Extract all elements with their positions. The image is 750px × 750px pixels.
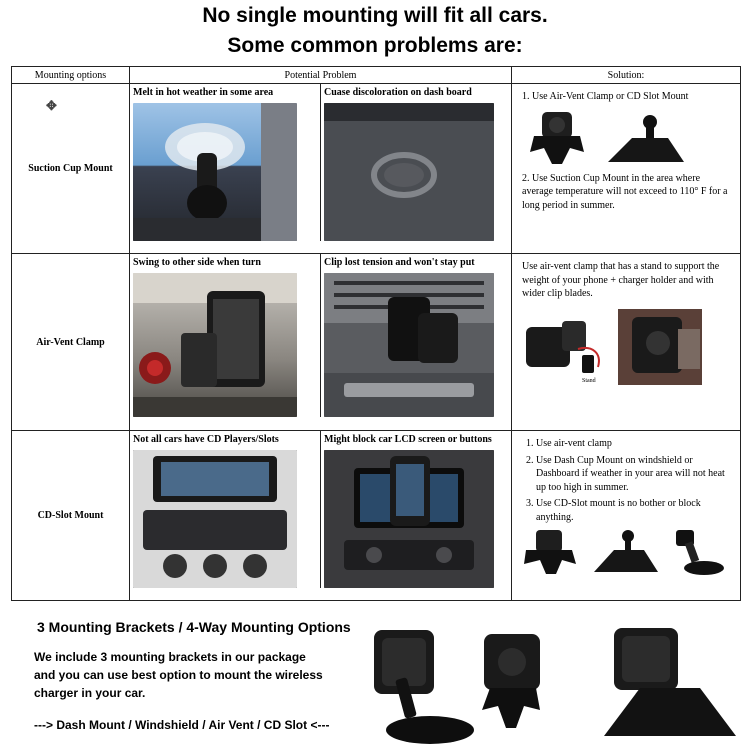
problem-b bbox=[320, 431, 511, 588]
option-label: CD-Slot Mount bbox=[37, 510, 104, 521]
bottom-title: 3 Mounting Brackets / 4-Way Mounting Options bbox=[37, 619, 351, 635]
bottom-line-3: charger in your car. bbox=[34, 686, 146, 700]
problem-a bbox=[130, 254, 320, 417]
problem-a-title: Not all cars have CD Players/Slots bbox=[133, 434, 279, 445]
table-row bbox=[12, 431, 741, 601]
dashboard-stain-photo bbox=[324, 103, 494, 241]
option-cell bbox=[12, 254, 130, 431]
header-potential-problem: Potential Problem bbox=[130, 67, 512, 84]
bottom-line-4: ---> Dash Mount / Windshield / Air Vent / CD Slot <--- bbox=[34, 718, 330, 732]
problem-b bbox=[320, 254, 511, 417]
header-mounting-options: Mounting options bbox=[12, 67, 130, 84]
mounting-brackets-image bbox=[360, 618, 748, 748]
problem-cell bbox=[130, 84, 512, 254]
solution-cell bbox=[512, 431, 741, 601]
option-cell bbox=[12, 84, 130, 254]
air-vent-mount-icon bbox=[482, 634, 540, 728]
solution-mounts bbox=[522, 528, 732, 576]
solution-step: 3. Use CD-Slot mount is no bother or block anything. bbox=[536, 497, 732, 524]
phone-holder-icon bbox=[522, 315, 612, 379]
solution-cell bbox=[512, 254, 741, 431]
cd-slot-mount-icon bbox=[598, 112, 688, 168]
solution-step: 1. Use Air-Vent Clamp or CD Slot Mount bbox=[522, 91, 689, 102]
problem-a bbox=[130, 431, 320, 588]
bottom-line-2: and you can use best option to mount the wireless bbox=[34, 668, 323, 682]
problem-b bbox=[320, 84, 511, 241]
problem-b-title: Cuase discoloration on dash board bbox=[324, 87, 472, 98]
option-label: Air-Vent Clamp bbox=[36, 336, 105, 348]
phone-holder-with-stand bbox=[522, 315, 612, 385]
vent-clip-icon bbox=[522, 528, 582, 576]
dash-mount-icon bbox=[374, 630, 474, 744]
loose-clip-photo bbox=[324, 273, 494, 417]
solution-step: 2. Use Suction Cup Mount in the area where average temperature will not exceed to 110° F for a long period in summer. bbox=[522, 172, 728, 211]
problem-cell bbox=[130, 254, 512, 431]
cursor-move-icon: ✥ bbox=[46, 98, 57, 113]
problem-b-title: Might block car LCD screen or buttons bbox=[324, 434, 492, 445]
problem-a-title: Swing to other side when turn bbox=[133, 257, 261, 268]
stand-label: Stand bbox=[582, 377, 596, 384]
vent-clip-icon bbox=[522, 108, 592, 168]
table-row bbox=[12, 84, 741, 254]
cd-slot-mount-icon bbox=[604, 628, 736, 736]
table-header-row bbox=[12, 67, 741, 84]
cd-slot-mount-icon bbox=[588, 528, 662, 576]
solution-mounts bbox=[522, 309, 732, 385]
problem-a-title: Melt in hot weather in some area bbox=[133, 87, 274, 98]
suction-cup-mount-icon bbox=[668, 528, 728, 576]
problem-b-title: Clip lost tension and won't stay put bbox=[324, 257, 475, 268]
solution-cell bbox=[512, 84, 741, 254]
no-cd-slot-photo bbox=[133, 450, 297, 588]
header-solution: Solution: bbox=[512, 67, 741, 84]
solution-list bbox=[522, 437, 732, 524]
headline-line-2: Some common problems are: bbox=[227, 34, 523, 57]
solution-step: 2. Use Dash Cup Mount on windshield or Dashboard if weather in your area will not heat up too high in summer. bbox=[536, 454, 732, 495]
mounted-holder-photo bbox=[618, 309, 702, 385]
headline-line-1: No single mounting will fit all cars. bbox=[202, 4, 548, 27]
problem-cell bbox=[130, 431, 512, 601]
option-cell bbox=[12, 431, 130, 601]
solution-mounts bbox=[522, 108, 732, 168]
table-row bbox=[12, 254, 741, 431]
suction-cup-photo bbox=[133, 103, 297, 241]
swinging-phone-photo bbox=[133, 273, 297, 417]
solution-text: Use air-vent clamp that has a stand to support the weight of your phone + charger holder and with wider clip blades. bbox=[522, 261, 720, 299]
solution-step: 1. Use air-vent clamp bbox=[536, 437, 732, 451]
option-label: Suction Cup Mount bbox=[28, 163, 113, 174]
blocked-screen-photo bbox=[324, 450, 494, 588]
problem-a bbox=[130, 84, 320, 241]
problems-table bbox=[11, 66, 741, 601]
bottom-line-1: We include 3 mounting brackets in our package bbox=[34, 650, 306, 664]
